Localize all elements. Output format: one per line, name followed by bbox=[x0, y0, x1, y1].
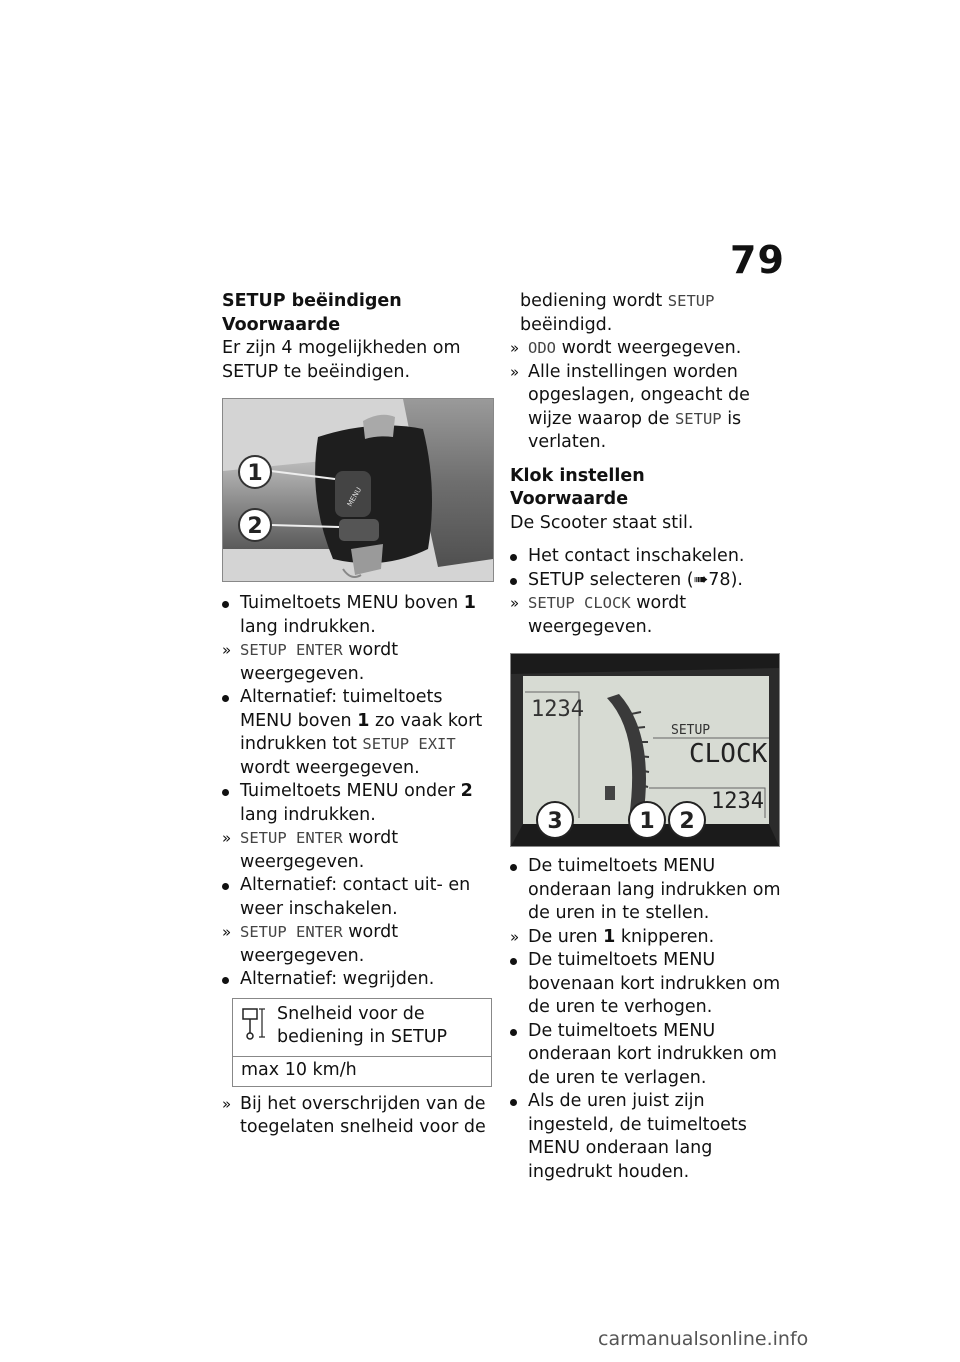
list-item: Als de uren juist zijn ingesteld, de tuimeltoets MENU onderaan lang ingedrukt houden. bbox=[510, 1090, 782, 1184]
handlebar-switch-figure bbox=[222, 398, 494, 582]
list-item: SETUP selecteren (➠78). bbox=[510, 569, 782, 593]
bullet-icon bbox=[510, 554, 517, 561]
prereq-title: Voorwaarde bbox=[222, 314, 341, 335]
menu-label: MENU bbox=[345, 486, 364, 509]
bullet-icon bbox=[510, 578, 517, 585]
watermark: carmanualsonline.info bbox=[598, 1328, 809, 1350]
list-item: Het contact inschakelen. bbox=[510, 545, 782, 569]
callout-3: 3 bbox=[547, 809, 563, 834]
list-item: Alternatief: wegrijden. bbox=[222, 968, 494, 992]
display-bottom-time: 1234 bbox=[711, 789, 764, 814]
result-arrow-icon: » bbox=[222, 923, 232, 941]
list-item: Tuimeltoets MENU onder 2 lang indrukken. bbox=[222, 780, 494, 827]
bullet-icon bbox=[510, 1029, 517, 1036]
list-item: De tuimeltoets MENU onderaan lang indrukken om de uren in te stellen. bbox=[510, 855, 782, 926]
bullet-icon bbox=[222, 883, 229, 890]
bullet-icon bbox=[222, 977, 229, 984]
left-column bbox=[222, 290, 494, 1140]
speed-table bbox=[232, 998, 492, 1087]
result-arrow-icon: » bbox=[510, 594, 520, 612]
list-item: » SETUP ENTER wordt weergegeven. bbox=[222, 922, 399, 966]
list-item: Alternatief: contact uit- en weer inschakelen. bbox=[222, 874, 494, 921]
result-arrow-icon: » bbox=[510, 339, 520, 357]
bullet-icon bbox=[510, 1099, 517, 1106]
display-top-left: 1234 bbox=[531, 697, 584, 722]
list-item: » Alle instellingen worden opgeslagen, ongeacht de wijze waarop de SETUP is verlaten. bbox=[510, 361, 750, 452]
callout-2: 2 bbox=[247, 514, 263, 539]
page-number: 79 bbox=[730, 238, 785, 282]
callout-2b: 2 bbox=[679, 809, 695, 834]
list-item: » ODO wordt weergegeven. bbox=[510, 337, 782, 361]
section-title-clock: Klok instellen bbox=[510, 465, 645, 486]
list-item: » SETUP ENTER wordt weergegeven. bbox=[222, 828, 399, 872]
bullet-icon bbox=[510, 864, 517, 871]
instrument-display-figure bbox=[510, 653, 780, 847]
right-column bbox=[510, 290, 782, 1184]
bullet-icon bbox=[222, 695, 229, 702]
list-item: De tuimeltoets MENU bovenaan kort indrukken om de uren te verhogen. bbox=[510, 949, 782, 1020]
continuation-text: bediening wordt SETUP beëindigd. bbox=[520, 291, 715, 335]
left-steps bbox=[222, 592, 494, 992]
bullet-icon bbox=[222, 601, 229, 608]
list-item: » SETUP ENTER wordt weergegeven. bbox=[222, 640, 399, 684]
speedometer-specs-icon bbox=[239, 1003, 271, 1051]
prereq-text-clock: De Scooter staat stil. bbox=[510, 512, 694, 533]
list-item: Alternatief: tuimeltoets MENU boven 1 zo vaak kort indrukken tot SETUP EXIT wordt weergegeven. bbox=[222, 686, 494, 780]
result-arrow-icon: » bbox=[222, 1094, 232, 1113]
result-arrow-icon: » bbox=[510, 362, 520, 381]
speed-value: max 10 km/h bbox=[241, 1060, 357, 1080]
list-item: » SETUP CLOCK wordt weergegeven. bbox=[510, 593, 687, 637]
list-item: De tuimeltoets MENU onderaan kort indrukken om de uren te verlagen. bbox=[510, 1020, 782, 1091]
bullet-icon bbox=[222, 789, 229, 796]
list-item: Tuimeltoets MENU boven 1 lang indrukken. bbox=[222, 592, 494, 639]
callout-1b: 1 bbox=[639, 809, 655, 834]
result-arrow-icon: » bbox=[222, 829, 232, 847]
list-item: » De uren 1 knipperen. bbox=[510, 926, 782, 950]
display-setup-label: SETUP bbox=[671, 723, 711, 738]
prereq-text: Er zijn 4 mogelijkheden om SETUP te beëindigen. bbox=[222, 338, 461, 382]
result-arrow-icon: » bbox=[510, 927, 520, 946]
page-ref-arrow-icon: ➠ bbox=[693, 569, 709, 590]
bullet-icon bbox=[510, 958, 517, 965]
prereq-title-clock: Voorwaarde bbox=[510, 489, 629, 509]
callout-1: 1 bbox=[247, 461, 263, 486]
list-item: » Bij het overschrijden van de toegelaten snelheid voor de bbox=[222, 1093, 486, 1137]
speed-label: Snelheid voor de bediening in SETUP bbox=[277, 1003, 448, 1047]
display-clock-label: CLOCK bbox=[689, 739, 768, 769]
section-title-setup-end: SETUP beëindigen bbox=[222, 291, 402, 311]
result-arrow-icon: » bbox=[222, 641, 232, 659]
